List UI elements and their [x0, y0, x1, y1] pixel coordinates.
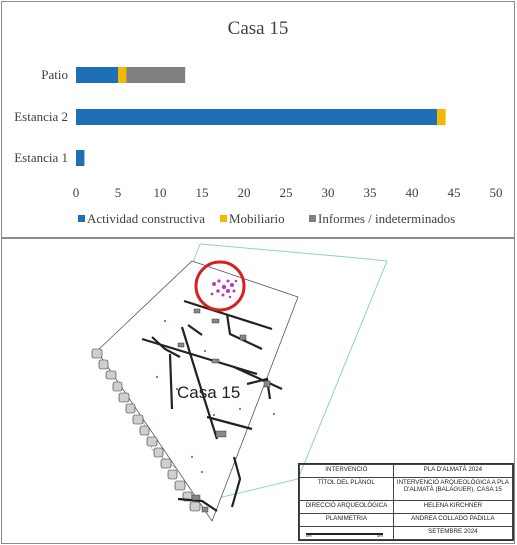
category-label: Patio [41, 67, 68, 82]
stacked-bar-chart [2, 2, 514, 237]
x-tick-label: 10 [153, 185, 167, 200]
title-block-label: INTERVENCIÓ [300, 465, 394, 478]
scale-label-start: 0m [306, 533, 312, 539]
title-block-label: TÍTOL DEL PLÀNOL [300, 478, 394, 500]
title-block-label: PLANIMETRIA [300, 513, 394, 526]
legend-swatch [220, 215, 227, 222]
bar-segment [118, 67, 126, 83]
x-tick-label: 50 [489, 185, 503, 200]
legend-label: Informes / indeterminados [318, 211, 456, 226]
bar-segment [76, 67, 118, 83]
title-block-label: DIRECCIÓ ARQUEOLÒGICA [300, 500, 394, 513]
x-tick-label: 5 [114, 185, 122, 200]
bar-segment [76, 109, 437, 125]
x-tick-label: 0 [72, 185, 80, 200]
x-tick-label: 40 [405, 185, 419, 200]
bar-segment [437, 109, 445, 125]
title-block [298, 463, 514, 541]
x-tick-label: 15 [195, 185, 209, 200]
legend-swatch [78, 215, 85, 222]
chart-title: Casa 15 [227, 18, 289, 39]
chart-panel [1, 1, 515, 238]
x-tick-label: 25 [279, 185, 293, 200]
title-block-value: ANDREA COLLADO PADILLA [393, 513, 512, 526]
x-tick-label: 30 [321, 185, 335, 200]
x-tick-label: 20 [237, 185, 251, 200]
scale-bar-cell [300, 526, 394, 539]
legend-label: Mobiliario [229, 211, 285, 226]
x-tick-label: 35 [363, 185, 377, 200]
title-block-value: SETEMBRE 2024 [393, 526, 512, 539]
category-label: Estancia 2 [14, 109, 68, 124]
title-block-value: PLA D'ALMATÀ 2024 [393, 465, 512, 478]
x-tick-label: 45 [447, 185, 461, 200]
scale-labels [306, 535, 383, 539]
legend-label: Actividad constructiva [87, 211, 206, 226]
bar-segment [126, 67, 185, 83]
title-block-value: HELENA KIRCHNER [393, 500, 512, 513]
scale-label-end: 5m [377, 533, 383, 539]
legend-swatch [309, 215, 316, 222]
site-plan-panel [1, 238, 515, 544]
category-label: Estancia 1 [14, 150, 68, 165]
site-label: Casa 15 [177, 383, 241, 402]
title-block-value: INTERVENCIÓ ARQUEOLÒGICA A PLA D'ALMATÀ (BALAGUER). CASA 15 [393, 478, 512, 500]
bar-segment [76, 150, 84, 166]
